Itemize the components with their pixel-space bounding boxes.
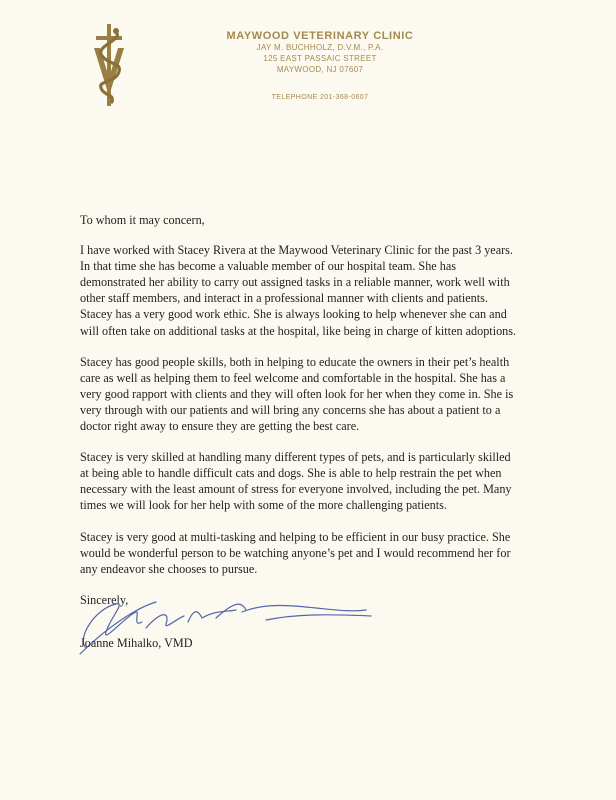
salutation: To whom it may concern, [80, 213, 205, 227]
clinic-name: MAYWOOD VETERINARY CLINIC [226, 30, 414, 42]
caduceus-v-logo [88, 22, 130, 108]
paragraph-2: Stacey has good people skills, both in helping to educate the owners in their pet’s health care as well as helping them to feel welcome and comfortable in the hospital. She has a very good rapport with clients and they will often look for her when they come in. She is very through with our patients and will bring any concerns she has about a patient to a doctor right away to ensure they are getting the best care. [80, 354, 514, 434]
doctor-name: JAY M. BUCHHOLZ, D.V.M., P.A. [256, 43, 384, 52]
signer-name: Joanne Mihalko, VMD [80, 636, 193, 650]
paragraph-3: Stacey is very skilled at handling many different types of pets, and is particularly skilled at being able to handle difficult cats and dogs. She is able to help restrain the pet when necessary with the least amount of stress for everyone involved, including the pet. Many times we will look for her help with some of the more challenging patients. [80, 450, 512, 513]
city-address: MAYWOOD, NJ 07607 [276, 65, 364, 74]
street-address: 125 EAST PASSAIC STREET [263, 54, 377, 63]
paragraph-1: I have worked with Stacey Rivera at the Maywood Veterinary Clinic for the past 3 years. In that time she has become a valuable member of our hospital team. She has demonstrated her ability to carry out assigned tasks in a reliable manner, work well with other staff members, and interact in a professional manner with clients and patients. Stacey has a very good work ethic. She is always looking to help whenever she can and will often take on additional tasks at the hospital, like being in charge of kitten adoptions. [80, 243, 517, 338]
letterhead [190, 30, 450, 101]
closing: Sincerely, [80, 592, 129, 607]
telephone: TELEPHONE 201-368-0607 [271, 94, 369, 101]
letter-body [80, 212, 540, 608]
paragraph-4: Stacey is very good at multi-tasking and helping to be efficient in our busy practice. She would be wonderful person to be watching anyone’s pet and I would recommend her for any endeavor she chooses to pursue. [80, 529, 511, 576]
